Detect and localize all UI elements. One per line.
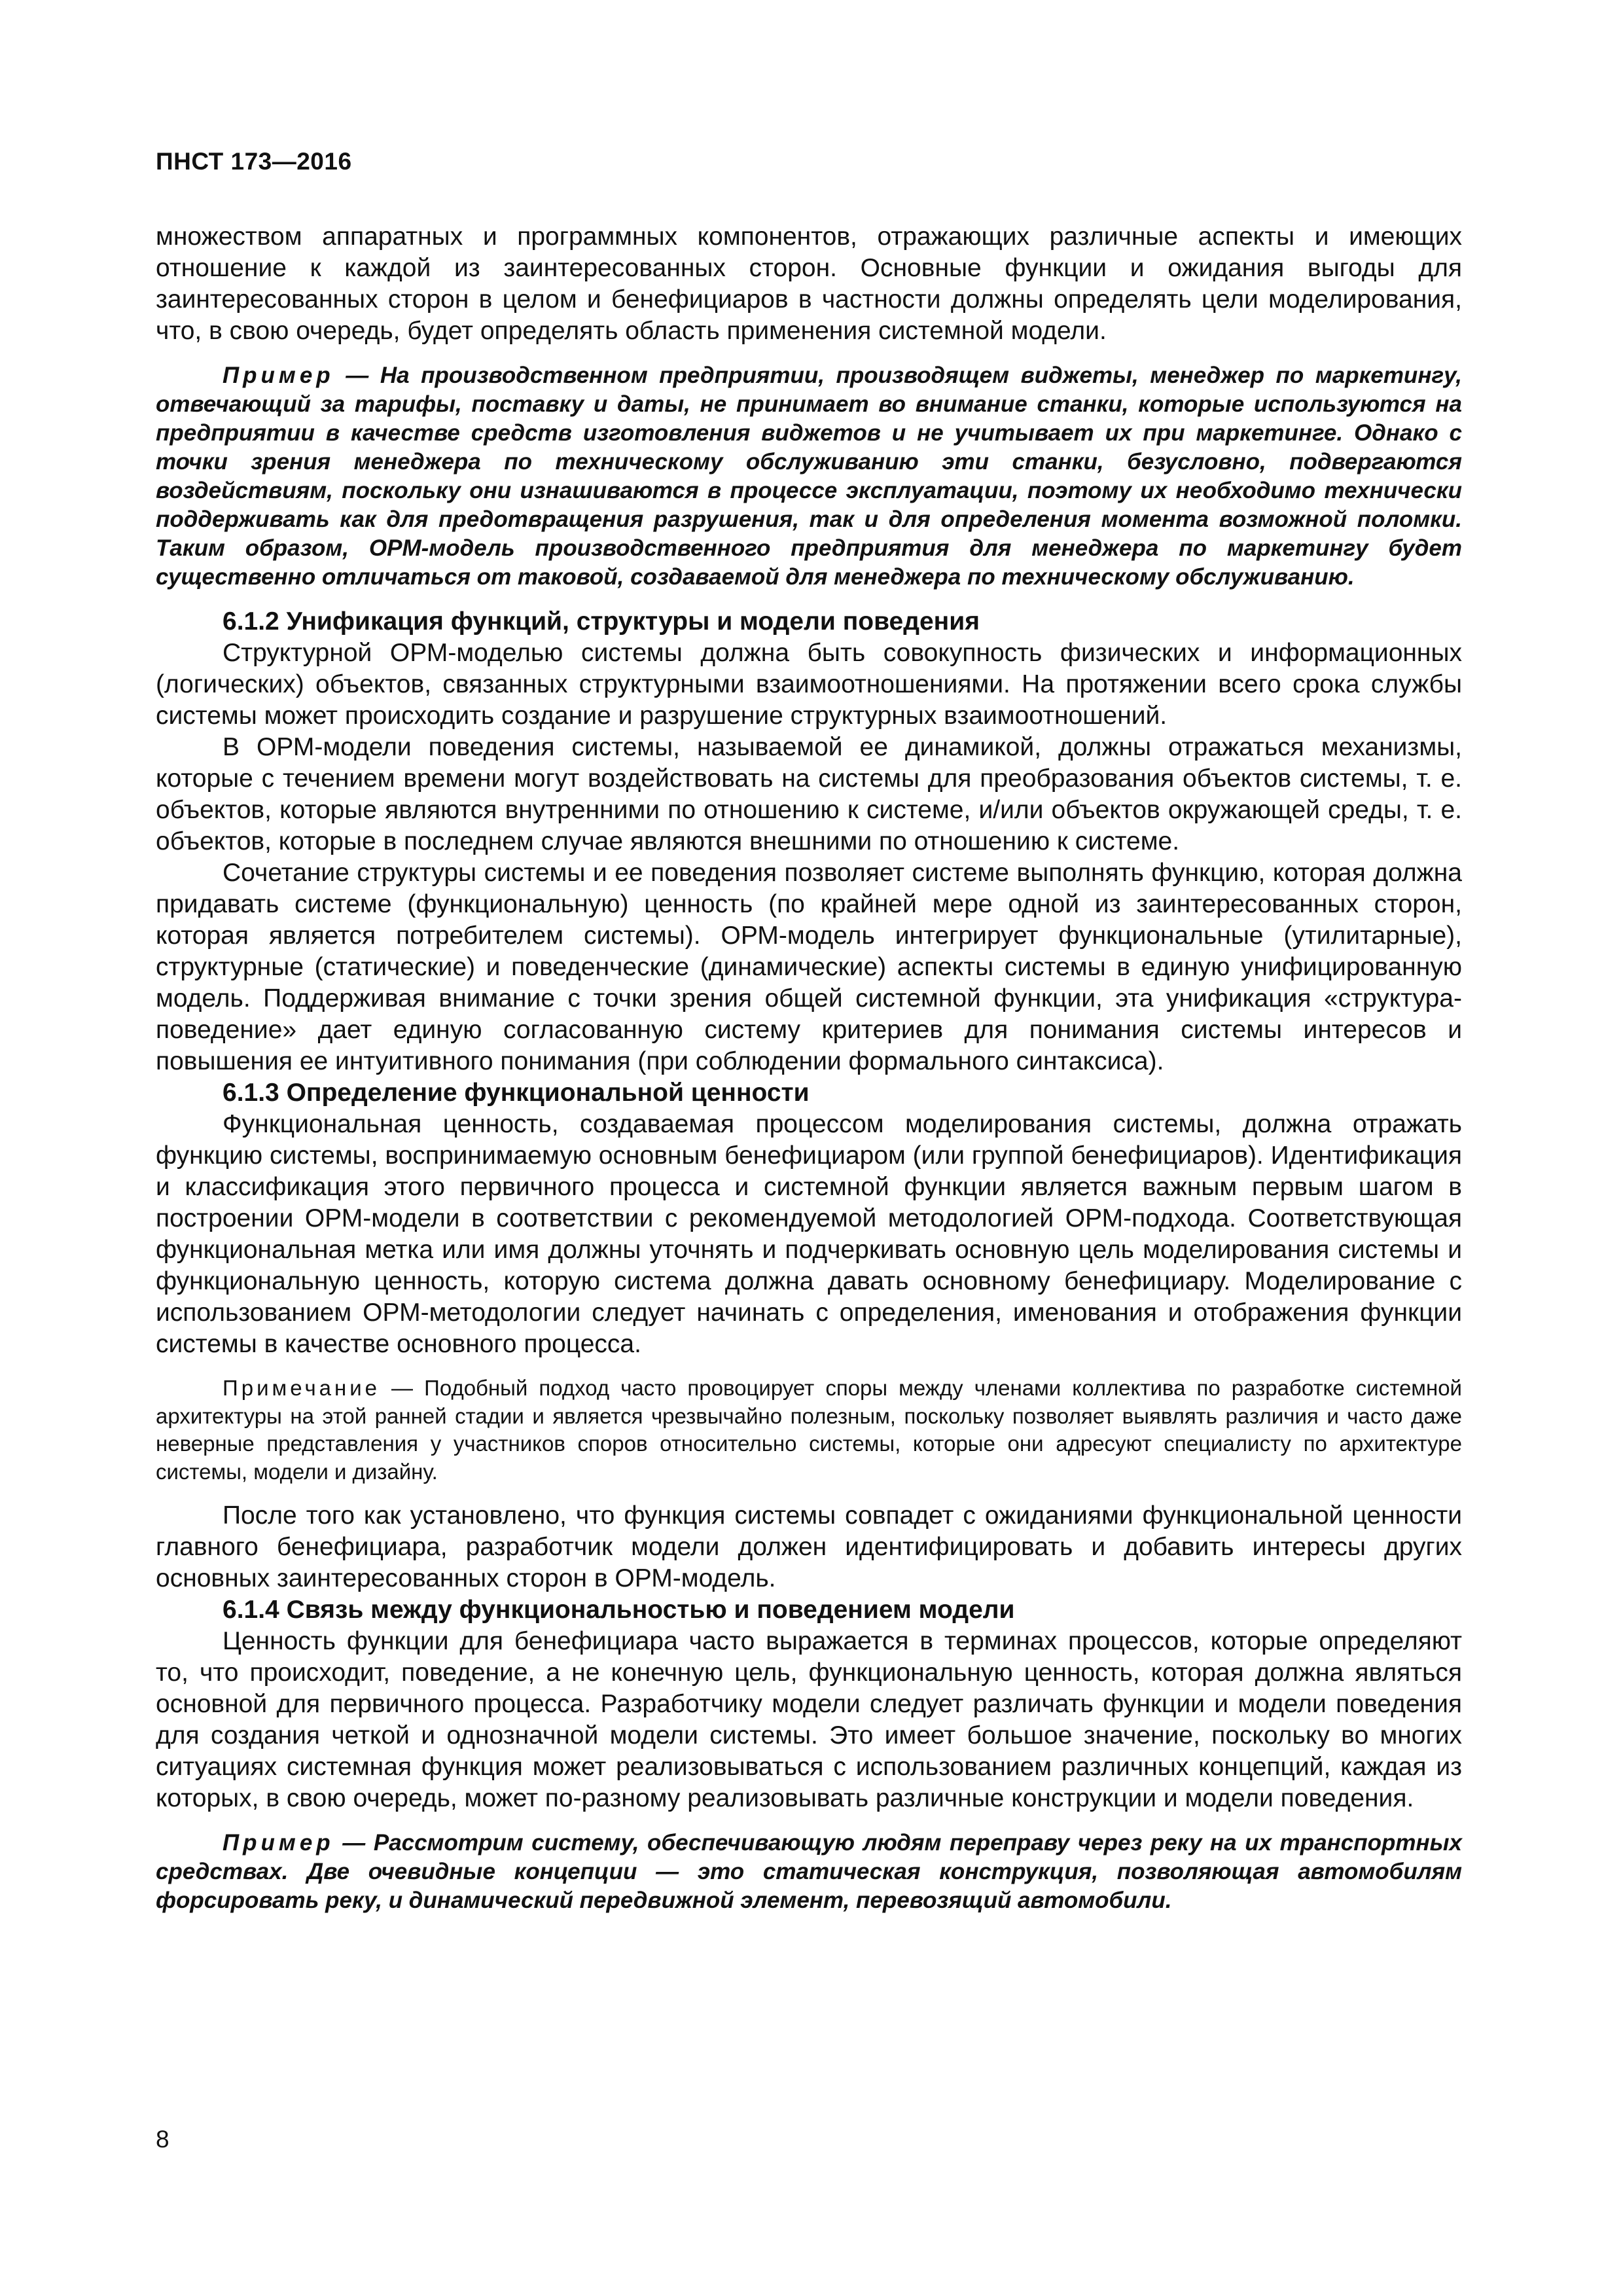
example-block-1 (156, 361, 1462, 592)
section-heading-6-1-2: 6.1.2 Унификация функций, структуры и модели поведения (223, 607, 980, 636)
section-6-1-4-paragraph-1: Ценность функции для бенефициара часто выражается в терминах процессов, которые определяют то, что происходит, поведение, а не конечную цель, функциональную ценность, которая должна являться основной для первичного процесса. Разработчику модели следует различать функции и модели поведения для создания четкой и однозначной модели системы. Это имеет большое значение, поскольку во многих ситуациях системная функция может реализовываться с использованием различных концепций, каждая из которых, в свою очередь, может по-разному реализовывать различные конструкции и модели поведения. (156, 1627, 1462, 1812)
section-6-1-2-paragraph-3: Сочетание структуры системы и ее поведения позволяет системе выполнять функцию, которая должна придавать системе (функциональную) ценность (по крайней мере одной из заинтересованных сторон, которая является потребителем системы). ОРМ-модель интегрирует функциональные (утилитарные), структурные (статические) и поведенческие (динамические) аспекты системы в единую унифицированную модель. Поддерживая внимание с точки зрения общей системной функции, эта унификация «структура-поведение» дает единую согласованную систему критериев для понимания системы интересов и повышения ее интуитивного понимания (при соблюдении формального синтаксиса). (156, 859, 1462, 1075)
paragraph-continued: множеством аппаратных и программных компонентов, отражающих различные аспекты и имеющих отношение к каждой из заинтересованных сторон. Основные функции и ожидания выгоды для заинтересованных сторон в целом и бенефициаров в частности должны определять цели моделирования, что, в свою очередь, будет определять область применения системной модели. (156, 223, 1462, 345)
section-heading-6-1-3: 6.1.3 Определение функциональной ценности (223, 1079, 810, 1107)
section-6-1-2-paragraph-2: В ОРМ-модели поведения системы, называемой ее динамикой, должны отражаться механизмы, которые с течением времени могут воздействовать на системы для преобразования объектов системы, т. е. объектов, которые являются внутренними по отношению к системе, и/или объектов окружающей среды, т. е. объектов, которые в последнем случае являются внешними по отношению к системе. (156, 733, 1462, 855)
example-lead: Пример (223, 1830, 334, 1856)
example-lead: Пример (223, 363, 334, 388)
section-6-1-2-paragraph-1: Структурной ОРМ-моделью системы должна быть совокупность физических и информационных (логических) объектов, связанных структурными взаимоотношениями. На протяжении всего срока службы системы может происходить создание и разрушение структурных взаимоотношений. (156, 639, 1462, 730)
document-header-id: ПНСТ 173—2016 (156, 148, 352, 175)
section-heading-6-1-4: 6.1.4 Связь между функциональностью и поведением модели (223, 1596, 1015, 1624)
section-6-1-3-paragraph-2: После того как установлено, что функция системы совпадет с ожиданиями функциональной ценности главного бенефициара, разработчик модели должен идентифицировать и добавить интересы других основных заинтересованных сторон в ОРМ-модель. (156, 1501, 1462, 1592)
section-6-1-3-paragraph-1: Функциональная ценность, создаваемая процессом моделирования системы, должна отражать функцию системы, воспринимаемую основным бенефициаром (или группой бенефициаров). Идентификация и классификация этого первичного процесса и системной функции является важным первым шагом в построении ОРМ-модели в соответствии с рекомендуемой методологией ОРМ-подхода. Соответствующая функциональная метка или имя должны уточнять и подчеркивать основную цель моделирования системы и функциональную ценность, которую система должна давать основному бенефициару. Моделирование с использованием ОРМ-методологии следует начинать с определения, именования и отображения функции системы в качестве основного процесса. (156, 1110, 1462, 1358)
example-text: — Рассмотрим систему, обеспечивающую людям переправу через реку на их транспортных средствах. Две очевидные концепции — это статическая конструкция, позволяющая автомобилям форсировать реку, и динамический передвижной элемент, перевозящий автомобили. (156, 1830, 1462, 1913)
page-number: 8 (156, 2126, 169, 2153)
example-block-2 (156, 1829, 1462, 1915)
note-text: — Подобный подход часто провоцирует споры между членами коллектива по разработке системной архитектуры на этой ранней стадии и является чрезвычайно полезным, поскольку позволяет выявлять различия и часто даже неверные представления у участников споров относительно системы, которые они адресуют специалисту по архитектуре системы, модели и дизайну. (156, 1376, 1462, 1484)
note-lead: Примечание (223, 1376, 381, 1400)
note-block (156, 1374, 1462, 1486)
page-content (156, 221, 1462, 1929)
example-text: — На производственном предприятии, производящем виджеты, менеджер по маркетингу, отвечающий за тарифы, поставку и даты, не принимает во внимание станки, которые используются на предприятии в качестве средств изготовления виджетов и не учитывает их при маркетинге. Однако с точки зрения менеджера по техническому обслуживанию эти станки, безусловно, подвергаются воздействиям, поскольку они изнашиваются в процессе эксплуатации, поэтому их необходимо технически поддерживать как для предотвращения разрушения, так и для определения момента возможной поломки. Таким образом, ОРМ-модель производственного предприятия для менеджера по маркетингу будет существенно отличаться от таковой, создаваемой для менеджера по техническому обслуживанию. (156, 363, 1462, 590)
